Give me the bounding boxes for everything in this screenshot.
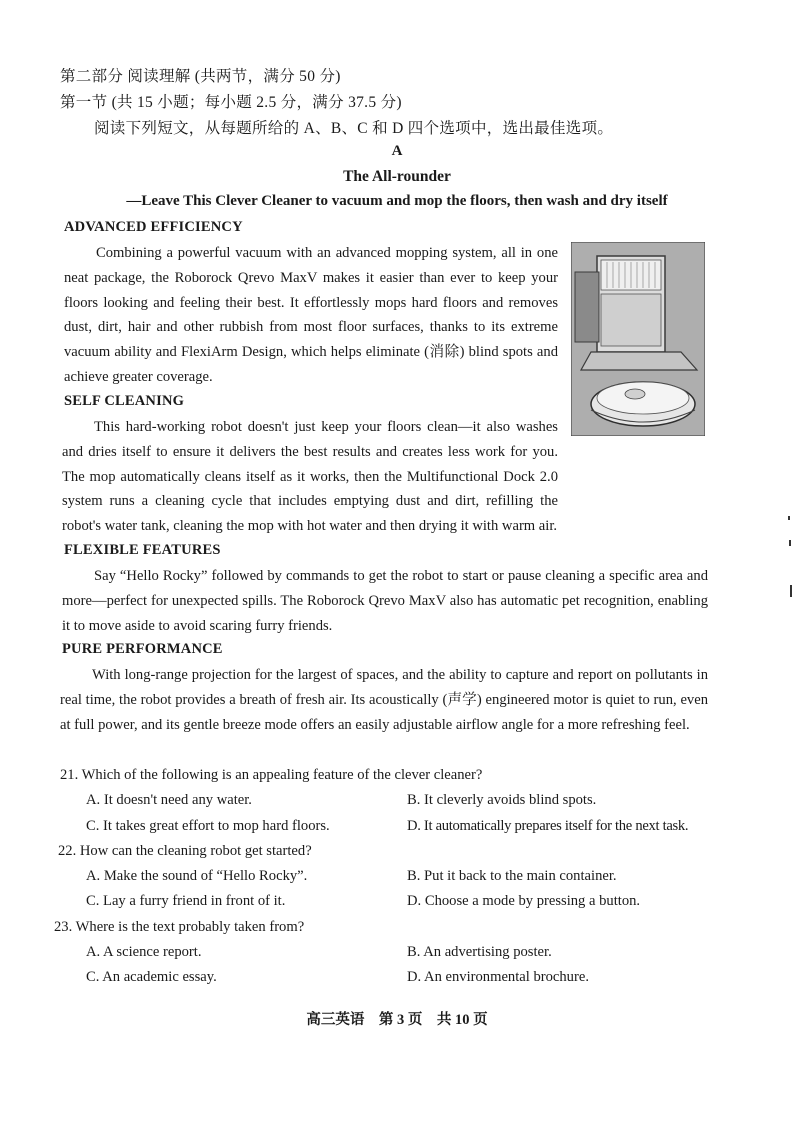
- scan-mark: [790, 585, 792, 597]
- scan-mark: [789, 540, 791, 546]
- robot-vacuum-and-dock-photo: [571, 242, 705, 436]
- question-23-option-d[interactable]: D. An environmental brochure.: [407, 969, 589, 985]
- paragraph-flexible-features: [62, 564, 708, 638]
- passage-letter: A: [391, 143, 403, 159]
- question-23-option-a[interactable]: A. A science report.: [86, 944, 202, 960]
- page-footer: 高三英语 第 3 页 共 10 页: [306, 1012, 488, 1028]
- paragraph-text: Say “Hello Rocky” followed by commands to get the robot to start or pause cleaning a specific area and more—perfect for unexpected spills. The Roborock Qrevo MaxV also has automatic pet recognition, enabling it to move aside to avoid scaring furry friends.: [62, 568, 708, 634]
- question-23-option-b[interactable]: B. An advertising poster.: [407, 944, 552, 960]
- section-heading: 第一节 (共 15 小题；每小题 2.5 分，满分 37.5 分): [60, 94, 402, 111]
- part-heading: 第二部分 阅读理解 (共两节，满分 50 分): [60, 68, 341, 85]
- question-22-option-c[interactable]: C. Lay a furry friend in front of it.: [86, 893, 286, 909]
- passage-subtitle: —Leave This Clever Cleaner to vacuum and mop the floors, then wash and dry itself: [126, 193, 668, 209]
- paragraph-text: This hard-working robot doesn't just keep your floors clean—it also washes and dries itself to ensure it delivers the best results and creates less work for you. The mop automatically cleans itself as it works, then the Multifunctional Dock 2.0 system runs a cleaning cycle that includes emptying dust and dirt, refilling the robot's water tank, cleaning the mop with hot water and then drying it with warm air.: [62, 419, 558, 535]
- question-21-option-b[interactable]: B. It cleverly avoids blind spots.: [407, 792, 597, 808]
- question-23-option-c[interactable]: C. An academic essay.: [86, 969, 217, 985]
- question-22-option-d[interactable]: D. Choose a mode by pressing a button.: [407, 893, 641, 909]
- section-heading-flexible-features: FLEXIBLE FEATURES: [64, 542, 221, 558]
- question-21-stem: 21. Which of the following is an appealing feature of the clever cleaner?: [60, 767, 483, 783]
- paragraph-advanced-efficiency: [64, 241, 558, 390]
- question-22-stem: 22. How can the cleaning robot get started?: [58, 843, 312, 859]
- paragraph-text: With long-range projection for the largest of spaces, and the ability to capture and report on pollutants in real time, the robot provides a breath of fresh air. Its acoustically (声学) engineered motor is quiet to run, even at full power, and its gentle breeze mode offers an easily adjustable airflow angle for a more refreshing feel.: [60, 667, 708, 733]
- instruction: 阅读下列短文，从每题所给的 A、B、C 和 D 四个选项中，选出最佳选项。: [94, 120, 614, 137]
- question-23-stem: 23. Where is the text probably taken from?: [54, 919, 305, 935]
- robot-photo-icon: [571, 242, 705, 436]
- question-21-option-c[interactable]: C. It takes great effort to mop hard floors.: [86, 818, 330, 834]
- question-21-option-d[interactable]: D. It automatically prepares itself for the next task.: [407, 818, 689, 834]
- section-heading-self-cleaning: SELF CLEANING: [64, 393, 185, 409]
- section-heading-advanced-efficiency: ADVANCED EFFICIENCY: [64, 219, 243, 235]
- scan-mark: [788, 516, 790, 520]
- paragraph-text: Combining a powerful vacuum with an advanced mopping system, all in one neat package, the Roborock Qrevo MaxV makes it easier than ever to keep your floors looking and feeling their best. It effortlessly mops hard floors and removes dust, dirt, hair and other rubbish from most floor surfaces, thanks to its extreme vacuum ability and FlexiArm Design, which helps eliminate (消除) blind spots and achieve greater coverage.: [64, 245, 558, 385]
- question-22-option-a[interactable]: A. Make the sound of “Hello Rocky”.: [86, 868, 308, 884]
- question-21-option-a[interactable]: A. It doesn't need any water.: [86, 792, 252, 808]
- paragraph-pure-performance: [60, 663, 708, 737]
- question-22-option-b[interactable]: B. Put it back to the main container.: [407, 868, 617, 884]
- passage-title: The All-rounder: [343, 168, 451, 185]
- section-heading-pure-performance: PURE PERFORMANCE: [62, 641, 223, 657]
- paragraph-self-cleaning: [62, 415, 708, 539]
